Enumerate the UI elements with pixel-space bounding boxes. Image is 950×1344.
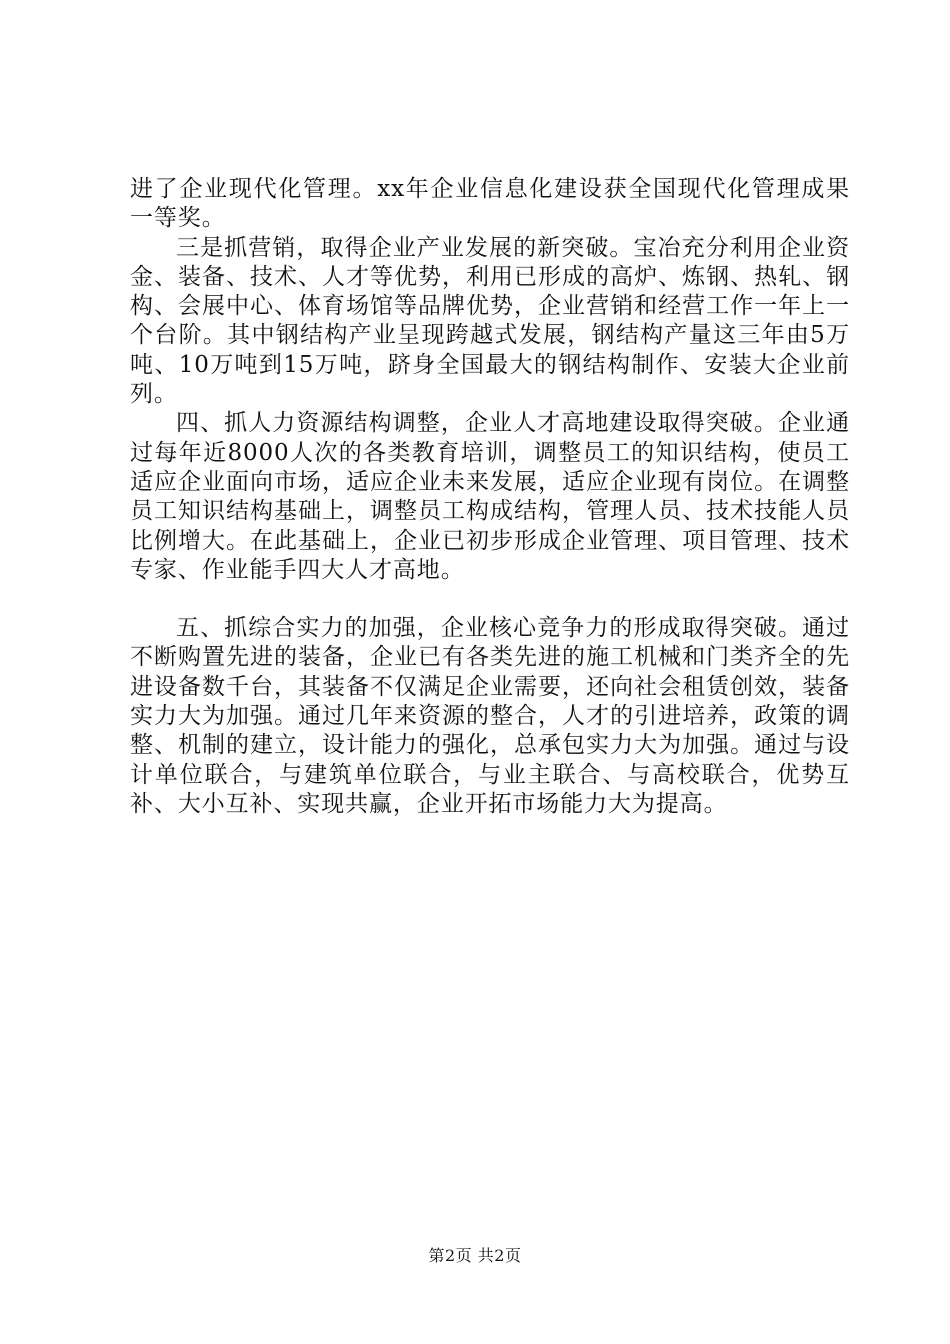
paragraph-spacer [130, 585, 850, 614]
paragraph-overall-strength: 五、抓综合实力的加强，企业核心竞争力的形成取得突破。通过不断购置先进的装备，企业已有各类先进的施工机械和门类齐全的先进设备数千台，其装备不仅满足企业需要，还向社会租赁创效，装备实力大为加强。通过几年来资源的整合，人才的引进培养，政策的调整、机制的建立，设计能力的强化，总承包实力大为加强。通过与设计单位联合，与建筑单位联合，与业主联合、与高校联合，优势互补、大小互补、实现共赢，企业开拓市场能力大为提高。 [130, 615, 850, 817]
page-footer: 第2页 共2页 [428, 1246, 522, 1265]
paragraph-marketing: 三是抓营销，取得企业产业发展的新突破。宝冶充分利用企业资金、装备、技术、人才等优势，利用已形成的高炉、炼钢、热轧、钢构、会展中心、体育场馆等品牌优势，企业营销和经营工作一年上一个台阶。其中钢结构产业呈现跨越式发展，钢结构产量这三年由5万吨、10万吨到15万吨，跻身全国最大的钢结构制作、安装大企业前列。 [130, 234, 850, 408]
paragraph-continuation: 进了企业现代化管理。xx年企业信息化建设获全国现代化管理成果一等奖。 [130, 176, 850, 232]
paragraph-human-resources: 四、抓人力资源结构调整，企业人才高地建设取得突破。企业通过每年近8000人次的各类教育培训，调整员工的知识结构，使员工适应企业面向市场，适应企业未来发展，适应企业现有岗位。在调整员工知识结构基础上，调整员工构成结构，管理人员、技术技能人员比例增大。在此基础上，企业已初步形成企业管理、项目管理、技术专家、作业能手四大人才高地。 [130, 410, 850, 583]
document-body [130, 175, 850, 819]
